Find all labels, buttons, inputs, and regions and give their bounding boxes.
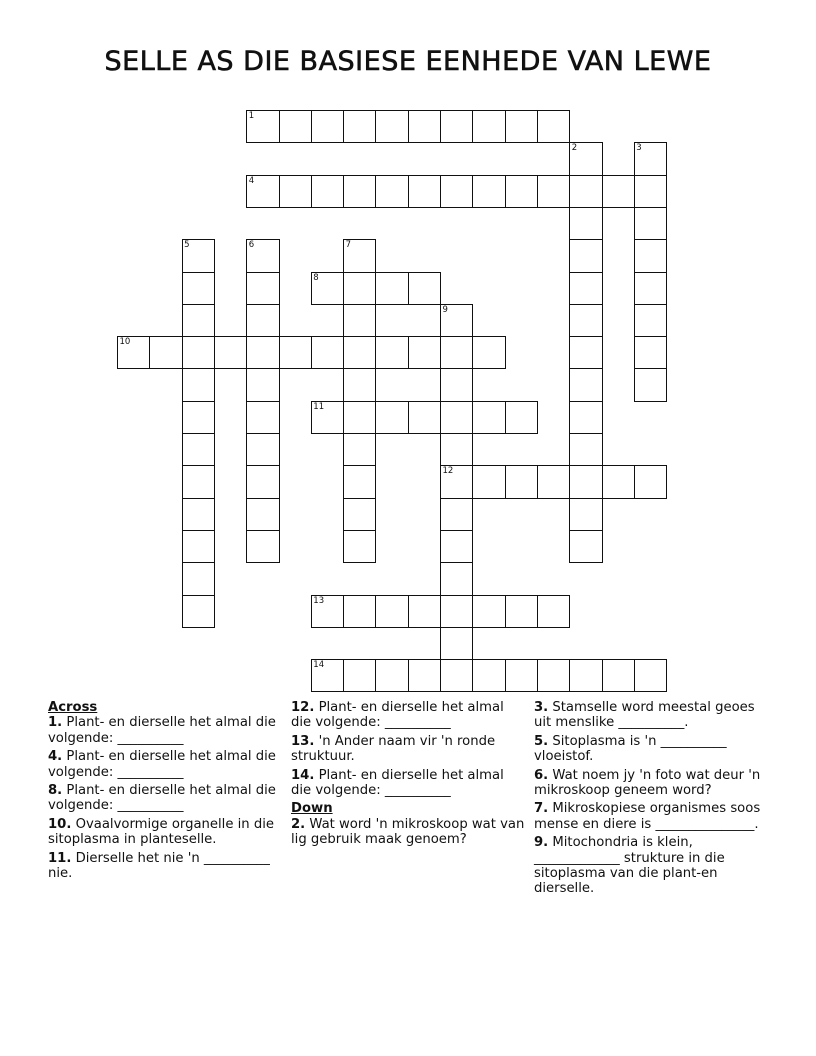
grid-cell[interactable] bbox=[182, 401, 215, 434]
grid-cell[interactable] bbox=[182, 595, 215, 628]
clue-down-6: 6. Wat noem jy 'n foto wat deur 'n mikroskoop geneem word? bbox=[534, 767, 761, 799]
grid-cell[interactable] bbox=[569, 175, 602, 208]
clue-number-label: 11 bbox=[313, 401, 325, 412]
grid-cell[interactable] bbox=[182, 465, 215, 498]
clue-down-2: 2. Wat word 'n mikroskoop wat van lig gebruik maak genoem? bbox=[291, 816, 525, 848]
clue-number-label: 6 bbox=[248, 240, 255, 251]
grid-cell[interactable] bbox=[472, 175, 505, 208]
grid-cell[interactable] bbox=[408, 336, 441, 369]
grid-cell[interactable] bbox=[246, 465, 279, 498]
grid-cell[interactable] bbox=[440, 336, 473, 369]
clue-number-label: 8 bbox=[313, 272, 319, 283]
grid-cell[interactable] bbox=[440, 627, 473, 660]
grid-cell[interactable] bbox=[311, 175, 344, 208]
clue-across-8: 8. Plant- en dierselle het almal die volgende: __________ bbox=[48, 783, 276, 814]
down-heading: Down bbox=[291, 801, 333, 817]
clue-across-4: 4. Plant- en dierselle het almal die volgende: __________ bbox=[48, 749, 276, 780]
grid-cell[interactable] bbox=[569, 498, 602, 531]
grid-cell[interactable] bbox=[149, 336, 182, 369]
grid-cell[interactable] bbox=[246, 304, 279, 337]
grid-cell[interactable] bbox=[343, 401, 376, 434]
clue-across-1: 1. Plant- en dierselle het almal die volgende: __________ bbox=[48, 715, 276, 746]
clue-number-label: 12 bbox=[442, 466, 454, 477]
grid-cell[interactable] bbox=[182, 304, 215, 337]
grid-cell[interactable] bbox=[602, 659, 635, 692]
grid-cell[interactable] bbox=[505, 175, 538, 208]
grid-cell[interactable] bbox=[569, 336, 602, 369]
grid-cell[interactable] bbox=[505, 659, 538, 692]
grid-cell[interactable] bbox=[214, 336, 247, 369]
grid-cell[interactable] bbox=[375, 595, 408, 628]
grid-cell[interactable] bbox=[602, 175, 635, 208]
grid-cell[interactable] bbox=[375, 401, 408, 434]
grid-cell[interactable] bbox=[343, 175, 376, 208]
clue-number-label: 2 bbox=[571, 143, 578, 154]
grid-cell[interactable] bbox=[343, 465, 376, 498]
grid-cell[interactable] bbox=[182, 562, 215, 595]
grid-cell[interactable] bbox=[408, 659, 441, 692]
grid-cell[interactable] bbox=[246, 368, 279, 401]
grid-cell[interactable] bbox=[569, 530, 602, 563]
grid-cell[interactable] bbox=[246, 336, 279, 369]
grid-cell[interactable] bbox=[440, 110, 473, 143]
grid-cell[interactable] bbox=[311, 110, 344, 143]
clue-column-2 bbox=[291, 700, 527, 851]
grid-cell[interactable] bbox=[279, 110, 312, 143]
grid-cell[interactable] bbox=[440, 498, 473, 531]
grid-cell[interactable] bbox=[569, 368, 602, 401]
clue-across-11: 11. Dierselle het nie 'n __________ nie. bbox=[48, 850, 270, 882]
grid-cell[interactable] bbox=[440, 530, 473, 563]
grid-cell[interactable] bbox=[505, 595, 538, 628]
grid-cell[interactable] bbox=[343, 659, 376, 692]
grid-cell[interactable] bbox=[182, 433, 215, 466]
grid-cell[interactable] bbox=[569, 239, 602, 272]
grid-cell[interactable] bbox=[440, 368, 473, 401]
clue-down-3: 3. Stamselle word meestal geoes uit menslike __________. bbox=[534, 700, 755, 731]
grid-cell[interactable] bbox=[537, 110, 570, 143]
grid-cell[interactable] bbox=[537, 175, 570, 208]
grid-cell[interactable] bbox=[602, 465, 635, 498]
clue-number-label: 4 bbox=[248, 175, 255, 186]
grid-cell[interactable] bbox=[537, 595, 570, 628]
grid-cell[interactable] bbox=[569, 207, 602, 240]
grid-cell[interactable] bbox=[569, 304, 602, 337]
clue-column-1 bbox=[48, 700, 284, 884]
grid-cell[interactable] bbox=[472, 465, 505, 498]
grid-cell[interactable] bbox=[440, 595, 473, 628]
clue-across-13: 13. 'n Ander naam vir 'n ronde struktuur. bbox=[291, 733, 496, 765]
grid-cell[interactable] bbox=[634, 175, 667, 208]
clue-number-label: 5 bbox=[184, 240, 190, 251]
grid-cell[interactable] bbox=[343, 433, 376, 466]
clue-number-label: 13 bbox=[313, 595, 325, 606]
grid-cell[interactable] bbox=[343, 530, 376, 563]
grid-cell[interactable] bbox=[375, 110, 408, 143]
grid-cell[interactable] bbox=[472, 336, 505, 369]
grid-cell[interactable] bbox=[343, 595, 376, 628]
grid-cell[interactable] bbox=[246, 272, 279, 305]
clue-across-10: 10. Ovaalvormige organelle in die sitoplasma in planteselle. bbox=[48, 816, 275, 848]
clue-across-12: 12. Plant- en dierselle het almal die volgende: __________ bbox=[291, 700, 504, 731]
grid-cell[interactable] bbox=[182, 272, 215, 305]
grid-cell[interactable] bbox=[375, 336, 408, 369]
grid-cell[interactable] bbox=[408, 175, 441, 208]
grid-cell[interactable] bbox=[537, 659, 570, 692]
grid-cell[interactable] bbox=[182, 336, 215, 369]
grid-cell[interactable] bbox=[440, 401, 473, 434]
clue-down-5: 5. Sitoplasma is 'n __________ vloeistof. bbox=[534, 733, 727, 765]
grid-cell[interactable] bbox=[279, 336, 312, 369]
grid-cell[interactable] bbox=[505, 401, 538, 434]
grid-cell[interactable] bbox=[634, 465, 667, 498]
grid-cell[interactable] bbox=[375, 272, 408, 305]
clue-number-label: 7 bbox=[345, 240, 352, 251]
grid-cell[interactable] bbox=[246, 433, 279, 466]
grid-cell[interactable] bbox=[569, 433, 602, 466]
grid-cell[interactable] bbox=[375, 659, 408, 692]
grid-cell[interactable] bbox=[634, 207, 667, 240]
grid-cell[interactable] bbox=[634, 272, 667, 305]
grid-cell[interactable] bbox=[182, 368, 215, 401]
grid-cell[interactable] bbox=[505, 110, 538, 143]
grid-cell[interactable] bbox=[569, 272, 602, 305]
grid-cell[interactable] bbox=[408, 110, 441, 143]
grid-cell[interactable] bbox=[246, 401, 279, 434]
grid-cell[interactable] bbox=[634, 304, 667, 337]
clue-number-label: 3 bbox=[636, 143, 642, 154]
grid-cell[interactable] bbox=[440, 659, 473, 692]
grid-cell[interactable] bbox=[375, 175, 408, 208]
grid-cell[interactable] bbox=[246, 530, 279, 563]
grid-cell[interactable] bbox=[440, 175, 473, 208]
grid-cell[interactable] bbox=[634, 336, 667, 369]
grid-cell[interactable] bbox=[472, 595, 505, 628]
grid-cell[interactable] bbox=[569, 465, 602, 498]
grid-cell[interactable] bbox=[408, 595, 441, 628]
grid-cell[interactable] bbox=[472, 659, 505, 692]
grid-cell[interactable] bbox=[440, 433, 473, 466]
grid-cell[interactable] bbox=[569, 401, 602, 434]
grid-cell[interactable] bbox=[343, 368, 376, 401]
grid-cell[interactable] bbox=[182, 498, 215, 531]
grid-cell[interactable] bbox=[343, 498, 376, 531]
across-heading: Across bbox=[48, 700, 98, 715]
grid-cell[interactable] bbox=[343, 110, 376, 143]
grid-cell[interactable] bbox=[408, 272, 441, 305]
grid-cell[interactable] bbox=[279, 175, 312, 208]
grid-cell[interactable] bbox=[472, 401, 505, 434]
grid-cell[interactable] bbox=[343, 272, 376, 305]
grid-cell[interactable] bbox=[634, 239, 667, 272]
clue-across-14: 14. Plant- en dierselle het almal die volgende: __________ bbox=[291, 767, 504, 799]
grid-cell[interactable] bbox=[343, 304, 376, 337]
grid-cell[interactable] bbox=[634, 659, 667, 692]
grid-cell[interactable] bbox=[246, 498, 279, 531]
grid-cell[interactable] bbox=[505, 465, 538, 498]
grid-cell[interactable] bbox=[537, 465, 570, 498]
grid-cell[interactable] bbox=[182, 530, 215, 563]
clue-down-9: 9. Mitochondria is klein, _____________ strukture in die sitoplasma van die plant-en dierselle. bbox=[534, 835, 725, 897]
grid-cell[interactable] bbox=[408, 401, 441, 434]
clue-number-label: 10 bbox=[119, 337, 131, 348]
grid-cell[interactable] bbox=[343, 336, 376, 369]
clue-down-7: 7. Mikroskopiese organismes soos mense en diere is _______________. bbox=[534, 801, 761, 832]
clue-column-3 bbox=[534, 700, 770, 900]
clue-number-label: 14 bbox=[313, 660, 325, 671]
grid-cell[interactable] bbox=[634, 368, 667, 401]
clue-number-label: 9 bbox=[442, 304, 448, 315]
grid-cell[interactable] bbox=[311, 336, 344, 369]
grid-cell[interactable] bbox=[569, 659, 602, 692]
clue-number-label: 1 bbox=[248, 111, 255, 121]
grid-cell[interactable] bbox=[440, 562, 473, 595]
puzzle-title: SELLE AS DIE BASIESE EENHEDE VAN LEWE bbox=[104, 46, 712, 77]
grid-cell[interactable] bbox=[472, 110, 505, 143]
